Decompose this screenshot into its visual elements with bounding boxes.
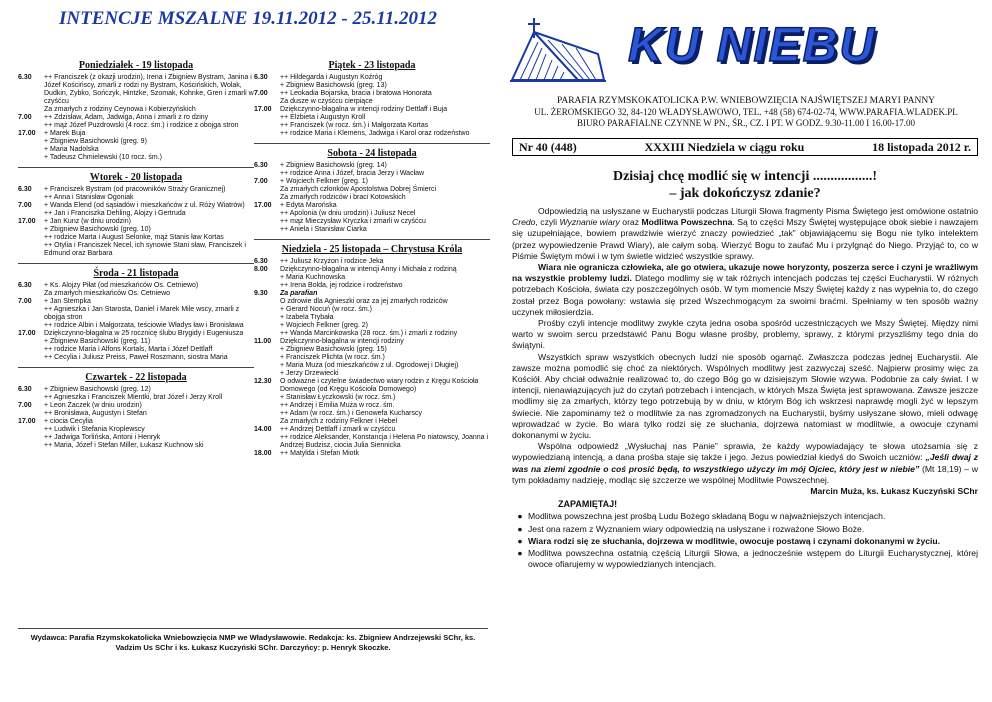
intention-list	[280, 202, 490, 234]
intention-line: O odważne i czytelne świadectwo wiary rodzin z Kręgu Kościoła Domowego (od Kręgu Kościoła Domowego)	[280, 378, 479, 393]
bullet-icon: ●	[517, 511, 523, 522]
mass-intention-row	[254, 338, 490, 378]
intention-line: + Zbigniew Basichowski (greg. 9)	[44, 138, 147, 145]
mass-time: 6.30	[18, 282, 32, 289]
intention-line: + Izabela Trybała	[280, 314, 334, 321]
mass-intention-row	[18, 402, 254, 418]
intention-list	[280, 426, 490, 450]
remember-item	[512, 524, 978, 535]
day-heading: Wtorek - 20 listopada	[18, 167, 254, 186]
mass-intention-row	[254, 202, 490, 234]
intention-list	[44, 330, 254, 362]
mass-intention-row	[254, 290, 490, 338]
mass-time: 7.00	[18, 114, 32, 121]
mass-time: 6.30	[18, 74, 32, 81]
intention-line: + Ks. Alojzy Piłat (od mieszkańców Os. Cetniewo)	[44, 282, 199, 289]
mass-intention-row	[18, 202, 254, 218]
bullet-icon: ●	[517, 535, 523, 546]
intention-line: ++ Juliusz Krzyżon i rodzice Jeka	[280, 258, 384, 265]
intention-line: ++ rodzice Maria i Alfons Kortals, Marta i Józef Dettlaff	[44, 346, 213, 353]
intention-line: ++ Jadwiga Torlińska, Antoni i Henryk	[44, 434, 161, 441]
mass-time: 17.00	[18, 218, 36, 225]
mass-intention-row	[254, 378, 490, 426]
issue-date: 18 listopada 2012 r.	[872, 139, 971, 154]
intention-line: ++ Agnieszka i Jan Starosta, Daniel i Marek Mile wscy, zmarli z obojga stron	[44, 306, 240, 321]
mass-time: 17.00	[254, 202, 272, 209]
mass-intention-row	[254, 74, 490, 90]
mass-time: 7.00	[18, 298, 32, 305]
intention-line: ++ Zdzisław, Adam, Jadwiga, Anna i zmarli z ro dziny	[44, 114, 209, 121]
mass-time: 6.30	[254, 74, 268, 81]
remember-item	[512, 548, 978, 570]
mass-intention-row	[254, 106, 490, 138]
intention-line: ++ Bronisława, Augustyn i Stefan	[44, 410, 147, 417]
intention-line: ++ Apolonia (w dniu urodzin) i Juliusz Necel	[280, 210, 416, 217]
intention-line: ++ Agnieszka i Franciszek Mientki, brat Józef i Jerzy Kroll	[44, 394, 223, 401]
intention-list	[280, 378, 490, 426]
intention-line: + Zbigniew Basichowski (greg. 14)	[280, 162, 387, 169]
mass-intention-row	[254, 426, 490, 450]
intention-list	[44, 218, 254, 258]
article-paragraph-3: Prośby czyli intencje modlitwy zwykle czyta jedna osoba spośród uczestniczących we Mszy Świętej. Między nimi warto w swoim sercu przedstawić Panu Bogu własne prośby, problemy, sprawy, z którymi przyszliśmy tego dnia do świątyni.	[512, 318, 978, 351]
intention-list	[280, 106, 490, 138]
mass-time: 9.30	[254, 290, 268, 297]
parish-office-hours: BIURO PARAFIALNE CZYNNE W PN., ŚR., CZ. I PT. W GODZ. 9.30-11.00 I 16.00-17.00	[576, 118, 915, 128]
intention-line: ++ Franciszek (z okazji urodzin), Irena i Zbigniew Bystram, Janina i Józef Kościńscy, zmarli z rodzi ny Bystram, Kościńskich, Wolak, Dudkin, Zybko, Sończyk, Hintzke, Szomak, Kohnke, Gren i zmarli w czyśćcu	[44, 74, 254, 105]
intention-list	[44, 386, 254, 402]
mass-intention-row	[18, 298, 254, 330]
intentions-title: INTENCJE MSZALNE 19.11.2012 - 25.11.2012	[59, 8, 437, 29]
intention-line: + Franciszek Plichta (w rocz. śm.)	[280, 354, 385, 361]
day-heading: Sobota - 24 listopada	[254, 143, 490, 162]
intention-line: + Gerard Nocuń (w rocz. śm.)	[280, 306, 372, 313]
intention-line: + Wanda Elend (od sąsiadów i mieszkańców z ul. Róży Wiatrów)	[44, 202, 245, 209]
intention-line: ++ rodzice Albin i Małgorzata, teściowie Władys ław i Bronisława	[44, 322, 244, 329]
intention-line: + Edyta Marońska	[280, 202, 337, 209]
intention-list	[280, 258, 490, 266]
intention-line: + Franciszek Bystram (od pracowników Straży Granicznej)	[44, 186, 226, 193]
remember-item-text: Modlitwa powszechna jest prośbą Ludu Bożego składaną Bogu w najważniejszych intencjach.	[528, 511, 886, 522]
intention-list	[280, 162, 490, 178]
intention-line: ++ Hildegarda i Augustyn Koźróg	[280, 74, 383, 81]
mass-intention-row	[254, 258, 490, 266]
intention-line: ++ Maria, Józef i Stefan Miller, Łukasz Kuchnow ski	[44, 442, 204, 449]
mass-time: 7.00	[254, 90, 268, 97]
mass-time: 8.00	[254, 266, 268, 273]
intention-line: ++ Leokadia Bojarska, bracia i bratowa Honorata	[280, 90, 432, 97]
issue-sunday: XXXIII Niedziela w ciągu roku	[644, 139, 805, 154]
mass-intention-row	[18, 218, 254, 258]
publisher-footer: Wydawca: Parafia Rzymskokatolicka Wniebowzięcia NMP we Władysławowie. Redakcja: ks. Zbigniew Andrzejewski SChr, ks. Vadzim Us SChr i ks. Łukasz Kuczyński SChr. Darczyńcy: p. Henryk Skoczke.	[18, 628, 488, 653]
intention-line: ++ Adam (w rocz. śm.) i Genowefa Kucharscy	[280, 410, 422, 417]
mass-intention-row	[18, 330, 254, 362]
article-paragraph-1: Odpowiedzią na usłyszane w Eucharystii podczas Liturgii Słowa fragmenty Pisma Świętego jest omówione ostatnio Credo, czyli Wyznanie wiary oraz Modlitwa Powszechna. Są to części Mszy Świętej występujące obok siebie i nawzajem się uzupełniające, bowiem prawdziwie wierzyć znaczy powiedzieć „tak” objawiającemu się Bogu nie tylko intelektem (przez wypowiedzenie Prawd Wiary), ale całym sobą. Wierzyć Bogu to zaufać Mu i przylgnąć do Niego. Przyjąć to, co w Piśmie Świętym mówi i w tym świetle widzieć wszystkie sprawy.	[512, 206, 978, 261]
mass-time: 17.00	[254, 106, 272, 113]
intention-line: ++ rodzice Maria i Klemens, Jadwiga i Karol oraz rodzeństwo	[280, 130, 470, 137]
intention-line: + Zbigniew Basichowski (greg. 11)	[44, 338, 151, 345]
remember-title: ZAPAMIĘTAJ!	[558, 499, 618, 510]
mass-time: 7.00	[254, 178, 268, 185]
article-title-line-1: Dzisiaj chcę modlić się w intencji .................!	[612, 169, 877, 184]
day-heading: Czwartek - 22 listopada	[18, 367, 254, 386]
intention-list	[44, 186, 254, 202]
intention-line: O zdrowie dla Agnieszki oraz za jej zmarłych rodziców	[280, 298, 448, 305]
intention-list	[280, 266, 490, 290]
intention-line: + Wojciech Felkner (greg. 1)	[280, 178, 368, 185]
mass-time: 12.30	[254, 378, 272, 385]
mass-intention-row	[18, 418, 254, 450]
intention-list	[44, 402, 254, 418]
intention-line: + Jan Kunz (w dniu urodzin)	[44, 218, 131, 225]
intention-line: + Zbigniew Basichowski (greg. 10)	[44, 226, 151, 233]
intention-line: Za dusze w czyśćcu cierpiące	[280, 98, 373, 105]
intention-line: + Jan Stempka	[44, 298, 91, 305]
mass-intention-row	[18, 74, 254, 114]
intention-line: Dziękczynno-błagalna w intencji Anny i Michała z rodziną	[280, 266, 457, 273]
mass-time: 14.00	[254, 426, 272, 433]
parish-info	[516, 96, 976, 129]
bulletin-front-page	[496, 0, 992, 702]
intention-line: ++ Cecylia i Juliusz Preiss, Paweł Roszmann, siostra Maria	[44, 354, 228, 361]
article-body	[512, 206, 978, 571]
intention-line: + Zbigniew Basichowski (greg. 12)	[44, 386, 151, 393]
parish-name: PARAFIA RZYMSKOKATOLICKA P.W. WNIEBOWZIĘCIA NAJŚWIĘTSZEJ MARYI PANNY	[556, 96, 936, 106]
intention-list	[280, 290, 490, 338]
mass-time: 7.00	[18, 202, 32, 209]
mass-intention-row	[18, 282, 254, 298]
bulletin-title: KU NIEBU	[628, 19, 877, 72]
mass-intention-row	[254, 162, 490, 178]
remember-item-text: Wiara rodzi się ze słuchania, dojrzewa w modlitwie, owocuje postawą i czynami dokonanymi w życiu.	[528, 535, 941, 546]
intention-line: ++ Andrzej Dettlaff i zmarli w czyśćcu	[280, 426, 396, 433]
intention-list	[44, 114, 254, 130]
mass-intention-row	[18, 386, 254, 402]
mass-intention-row	[18, 130, 254, 162]
intention-line: Dziękczynno-błagalna w intencji rodziny Dettlaff i Buja	[280, 106, 448, 113]
intentions-column-left	[18, 56, 254, 450]
intention-list	[280, 450, 490, 458]
article-paragraph-5: Wspólna odpowiedź „Wysłuchaj nas Panie” sprawia, że każdy wypowiadający te słowa utożsamia się z wypowiedzianą intencją, a dana prośba staje się także i jego. Jezus powiedział kiedyś do Swoich uczniów: „Jeśli dwaj z was na ziemi zgodnie o coś prosić będą, to wszystkiego użyczy im mój Ojciec, który jest w niebie” (Mt 18,19) – w tym pokładamy nadzieję, modląc się szczerze we wspólnej Modlitwie Powszechnej.	[512, 441, 978, 485]
day-heading: Piątek - 23 listopada	[328, 60, 416, 71]
intention-line: Za zmarłych z rodziny Ceynowa i Kobierzyńskich	[44, 106, 196, 113]
intention-line: ++ Ludwik i Stefania Kroplewscy	[44, 426, 145, 433]
day-heading: Niedziela - 25 listopada – Chrystusa Króla	[254, 239, 490, 258]
mass-time: 17.00	[18, 418, 36, 425]
article-title	[512, 168, 978, 202]
mass-time: 11.00	[254, 338, 272, 345]
bullet-icon: ●	[517, 548, 523, 559]
intention-line: ++ Aniela i Stanisław Ciarka	[280, 226, 367, 233]
intention-line: ++ Otylia i Franciszek Necel, ich synowie Stani sław, Franciszek i Edmund oraz Barbara	[44, 242, 246, 257]
article-title-line-2: – jak dokończysz zdanie?	[669, 186, 821, 201]
church-logo-icon	[508, 14, 608, 84]
remember-item	[512, 536, 978, 547]
remember-item-text: Modlitwa powszechna ostatnią częścią Liturgii Słowa, a jednocześnie wstępem do Liturgii Eucharystycznej, której owoce ofiarujemy w wypowiedzianych intencjach.	[528, 548, 978, 570]
intention-list	[44, 282, 254, 298]
article-paragraph-2: Wiara nie ogranicza człowieka, ale go otwiera, ukazuje nowe horyzonty, poszerza serce i czyni je wrażliwym na wszystkie problemy ludzi. Dlatego modlimy się w tak różnych intencjach podczas tej części Eucharystii. W różnych potrzebach Kościoła, świata czy poszczególnych osób. W tym momencie Mszy Świętej każdy z nas wypełnia to, do czego został przez Boga powołany: wstawia się przed Wszechmogącym za swoimi braćmi. Spełniamy w ten sposób ważny uczynek miłosierdzia.	[512, 262, 978, 317]
intention-line: + ciocia Cecylia	[44, 418, 93, 425]
intention-line: + Maria Kuchnowska	[280, 274, 346, 281]
intention-line: + Marek Buja	[44, 130, 86, 137]
intention-line: ++ rodzice Anna i Józef, bracia Jerzy i Wacław	[280, 170, 425, 177]
mass-intention-row	[18, 186, 254, 202]
mass-time: 6.30	[18, 186, 32, 193]
mass-intention-row	[254, 266, 490, 290]
intention-list	[44, 130, 254, 162]
article-paragraph-4: Wszystkich spraw wszystkich obecnych ludzi nie sposób ogarnąć. Zwłaszcza podczas jednej Eucharystii. Ale zawsze można pomodlić się choć za niektórych. Wspólnych modlitwy jest zazwyczaj sześć. Najpierw prosimy więc za Kościół. Aby chciał odważnie realizować to, do czego Bóg go w dzisiejszym Słowie wzywa. Podobnie za cały świat. I w intencji, nienawiązujących już do czytań potrzebach i intencjach, w których Msza Święta jest sprawowana. Zawsze jeszcze modlimy się za zmarłych, którzy tego potrzebują by w dniu, w którym Bóg ich wskrzesi naprawdę mogli żyć w lepszym świecie. Nie zapominamy też o modlitwie za nas zgromadzonych na Eucharystii, byśmy usłyszane słowo, mieli odwagę wprowadzać w życie. Bo wiara tylko rodzi się ze słuchania, dojrzewa natomiast w modlitwie, a owocuje czynami dokonanymi w życiu.	[512, 351, 978, 441]
intention-line: Dziękczynno-błagalna w intencji rodziny	[280, 338, 404, 345]
mass-intention-row	[254, 450, 490, 458]
issue-number: Nr 40 (448)	[519, 139, 577, 154]
intention-line: + Zbigniew Basichowski (greg. 13)	[280, 82, 387, 89]
intention-line: ++ Jan i Franciszka Dehling, Alojzy i Gertruda	[44, 210, 186, 217]
intention-line: ++ rodzice Marta i August Selonke, mąż Stanis ław Kortas	[44, 234, 224, 241]
intention-line: Za zmarłych mieszkańców Os. Cetniewo	[44, 290, 171, 297]
article-author: Marcin Muża, ks. Łukasz Kuczyński SChr	[810, 486, 978, 497]
intention-line: ++ rodzice Aleksander, Konstancja i Helena Po niatowscy, Joanna i Andrzej Budzisz, ciocia Julia Siennicka	[280, 434, 489, 449]
intention-line: + Zbigniew Basichowski (greg. 15)	[280, 346, 387, 353]
mass-time: 17.00	[18, 330, 36, 337]
intention-line: ++ mąż Józef Puzdrowski (4 rocz. śm.) i rodzice z obojga stron	[44, 122, 239, 129]
intention-line: + Maria Muza (od mieszkańców z ul. Ogrodowej i Długiej)	[280, 362, 459, 369]
intention-list	[280, 338, 490, 378]
intention-line: Za parafian	[280, 290, 318, 297]
mass-time: 7.00	[18, 402, 32, 409]
intention-line: ++ Franciszek (w rocz. śm.) i Małgorzata Kortas	[280, 122, 429, 129]
intention-line: Za zmarłych członków Apostolstwa Dobrej Śmierci	[280, 186, 436, 193]
day-heading: Środa - 21 listopada	[18, 263, 254, 282]
mass-time: 6.30	[254, 258, 268, 265]
intention-line: ++ Elżbieta i Augustyn Kroll	[280, 114, 366, 121]
intention-line: ++ Matylda i Stefan Miotk	[280, 450, 359, 457]
intention-list	[280, 90, 490, 106]
mass-time: 6.30	[18, 386, 32, 393]
bullet-icon: ●	[517, 523, 523, 534]
intention-line: ++ mąż Mieczysław Kryczka i zmarli w czyśćcu	[280, 218, 426, 225]
intention-line: Za zmarłych rodziców i braci Kotowskich	[280, 194, 406, 201]
intention-list	[44, 298, 254, 330]
intention-line: ++ Anna i Stanisław Ogoniak	[44, 194, 134, 201]
intention-line: + Jerzy Drzewiecki	[280, 370, 339, 377]
intention-line: + Leon Żaczek (w dniu urodzin)	[44, 402, 142, 409]
intention-list	[44, 74, 254, 114]
remember-list	[512, 511, 978, 570]
intention-list	[280, 178, 490, 202]
intentions-column-right	[254, 56, 490, 458]
intention-line: Dziękczynno-błagalna w 25 rocznicę ślubu Brygidy i Eugeniusza	[44, 330, 244, 337]
intention-list	[44, 202, 254, 218]
parish-address: UL. ŻEROMSKIEGO 32, 84-120 WŁADYSŁAWOWO, TEL. +48 (58) 674-02-74, WWW.PARAFIA.WLADEK.PL	[534, 107, 958, 117]
intention-line: Za zmarłych z rodziny Felkner i Hebel	[280, 418, 398, 425]
remember-item-text: Jest ona razem z Wyznaniem wiary odpowiedzią na usłyszane i rozważone Słowo Boże.	[528, 523, 865, 534]
intention-line: ++ Wanda Marcinkowska (28 rocz. śm.) i zmarli z rodziny	[280, 330, 458, 337]
remember-item	[512, 511, 978, 522]
intention-list	[44, 418, 254, 450]
mass-intention-row	[18, 114, 254, 130]
mass-time: 17.00	[18, 130, 36, 137]
intention-line: + Tadeusz Chmielewski (10 rocz. śm.)	[44, 154, 162, 161]
day-heading: Poniedziałek - 19 listopada	[78, 60, 194, 71]
mass-intention-row	[254, 178, 490, 202]
intention-list	[280, 74, 490, 90]
issue-bar	[512, 138, 978, 156]
mass-time: 6.30	[254, 162, 268, 169]
intention-line: + Stanisław Łyczkowski (w rocz. śm.)	[280, 394, 396, 401]
intention-line: ++ Irena Bolda, jej rodzice i rodzeństwo	[280, 282, 403, 289]
mass-intention-row	[254, 90, 490, 106]
intention-line: + Wojciech Felkner (greg. 2)	[280, 322, 368, 329]
intention-line: + Maria Nadolska	[44, 146, 99, 153]
mass-time: 18.00	[254, 450, 272, 457]
intention-line: ++ Andrzej i Emilia Muża w rocz. śm.	[280, 402, 395, 409]
